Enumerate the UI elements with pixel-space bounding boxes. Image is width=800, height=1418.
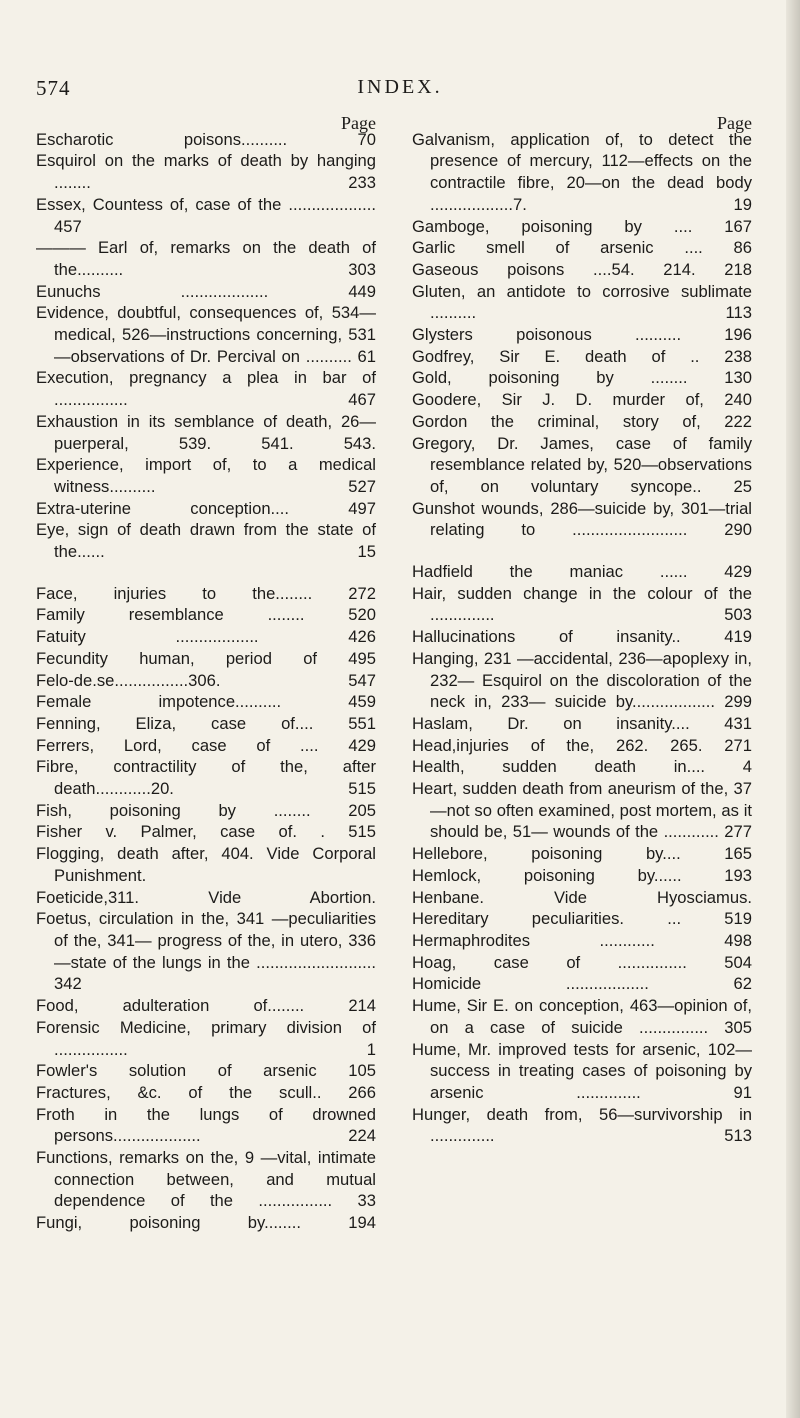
- index-entry: Head,injuries of the, 262. 265. 271: [412, 735, 752, 755]
- index-entry: Eunuchs ................... 449: [36, 281, 376, 301]
- index-entry: Flogging, death after, 404. Vide Corporal Punishment.: [36, 844, 376, 885]
- index-entry: Fisher v. Palmer, case of. . 515: [36, 822, 376, 842]
- index-entry: Health, sudden death in.... 4: [412, 757, 752, 777]
- section-gap: [412, 541, 752, 561]
- index-entry: Gregory, Dr. James, case of family resemblance related by, 520—observations of, on voluntary syncope.. 25: [412, 433, 752, 496]
- index-entry: Gold, poisoning by ........ 130: [412, 368, 752, 388]
- index-entry: Hallucinations of insanity.. 419: [412, 627, 752, 647]
- index-entry: Fenning, Eliza, case of.... 551: [36, 713, 376, 733]
- index-entry: Heart, sudden death from aneurism of the, 37—not so often examined, post mortem, as it should be, 51— wounds of the ............ 277: [412, 779, 752, 842]
- page-header: [0, 0, 800, 100]
- running-title: INDEX.: [357, 76, 443, 98]
- index-column-left: [36, 113, 376, 1234]
- page-number: 574: [36, 76, 71, 100]
- index-entry: Experience, import of, to a medical witness.......... 527: [36, 455, 376, 496]
- index-entry: Esquirol on the marks of death by hanging ........ 233: [36, 151, 376, 193]
- index-entry: Exhaustion in its semblance of death, 26—puerperal, 539. 541. 543.: [36, 411, 376, 453]
- page-label: Page: [717, 113, 752, 133]
- index-entries-left: [36, 129, 376, 1234]
- index-entry: Godfrey, Sir E. death of .. 238: [412, 346, 752, 366]
- index-entry: Fibre, contractility of the, after death............20. 515: [36, 757, 376, 799]
- index-entries-right: [412, 129, 752, 1147]
- index-entry: Fowler's solution of arsenic 105: [36, 1061, 376, 1081]
- index-entry: Fractures, &c. of the scull.. 266: [36, 1082, 376, 1102]
- index-entry: Execution, pregnancy a plea in bar of ................ 467: [36, 368, 376, 410]
- index-entry: Eye, sign of death drawn from the state of the...... 15: [36, 520, 376, 562]
- index-entry: Hume, Sir E. on conception, 463—opinion of, on a case of suicide ............... 305: [412, 996, 752, 1037]
- index-entry: Hanging, 231 —accidental, 236—apoplexy in, 232— Esquirol on the discoloration of the neck in, 233— suicide by.................. 299: [412, 648, 752, 712]
- index-entry: Fungi, poisoning by........ 194: [36, 1213, 376, 1233]
- index-entry: Glysters poisonous .......... 196: [412, 325, 752, 345]
- index-entry: Female impotence.......... 459: [36, 692, 376, 712]
- index-entry: Haslam, Dr. on insanity.... 431: [412, 713, 752, 733]
- index-entry: Hereditary peculiarities. ... 519: [412, 909, 752, 929]
- index-entry: Family resemblance ........ 520: [36, 605, 376, 625]
- index-entry: Face, injuries to the........ 272: [36, 583, 376, 603]
- index-entry: Escharotic poisons.......... 70: [36, 129, 376, 149]
- page-edge: [786, 0, 800, 1418]
- index-entry: Fecundity human, period of 495: [36, 648, 376, 668]
- index-entry: Hume, Mr. improved tests for arsenic, 102—success in treating cases of poisoning by arsenic .............. 91: [412, 1039, 752, 1102]
- index-entry: Ferrers, Lord, case of .... 429: [36, 735, 376, 755]
- index-entry: ——— Earl of, remarks on the death of the.......... 303: [36, 238, 376, 279]
- index-entry: Galvanism, application of, to detect the presence of mercury, 112—effects on the contractile fibre, 20—on the dead body ..................7. 19: [412, 129, 752, 214]
- index-entry: Gluten, an antidote to corrosive sublimate .......... 113: [412, 281, 752, 323]
- index-entry: Hunger, death from, 56—survivorship in .............. 513: [412, 1104, 752, 1146]
- index-entry: Essex, Countess of, case of the ................... 457: [36, 194, 376, 236]
- section-gap: [36, 563, 376, 583]
- index-entry: Hellebore, poisoning by.... 165: [412, 844, 752, 864]
- index-entry: Gaseous poisons ....54. 214. 218: [412, 259, 752, 279]
- index-entry: Hoag, case of ............... 504: [412, 952, 752, 972]
- index-entry: Froth in the lungs of drowned persons................... 224: [36, 1104, 376, 1146]
- index-entry: Henbane. Vide Hyosciamus.: [412, 887, 752, 907]
- index-entry: Hadfield the maniac ...... 429: [412, 562, 752, 582]
- index-column-right: [412, 113, 752, 1147]
- index-entry: Hermaphrodites ............ 498: [412, 931, 752, 950]
- index-entry: Foetus, circulation in the, 341 —peculiarities of the, 341— progress of the, in utero, 336—state of the lungs in the .......................... 342: [36, 909, 376, 994]
- index-entry: Homicide .................. 62: [412, 974, 752, 994]
- index-entry: Gordon the criminal, story of, 222: [412, 411, 752, 431]
- index-entry: Hair, sudden change in the colour of the .............. 503: [412, 583, 752, 625]
- index-entry: Food, adulteration of........ 214: [36, 996, 376, 1016]
- index-entry: Forensic Medicine, primary division of ................ 1: [36, 1017, 376, 1059]
- index-entry: Gunshot wounds, 286—suicide by, 301—trial relating to ......................... 290: [412, 498, 752, 540]
- index-entry: Gooderе, Sir J. D. murder of, 240: [412, 390, 752, 410]
- index-entry: Extra-uterine conception.... 497: [36, 498, 376, 518]
- index-entry: Felo-de.se................306. 547: [36, 670, 376, 690]
- index-entry: Fish, poisoning by ........ 205: [36, 800, 376, 820]
- page-label: Page: [341, 113, 376, 133]
- index-entry: Gamboge, poisoning by .... 167: [412, 216, 752, 236]
- index-entry: Functions, remarks on the, 9 —vital, intimate connection between, and mutual dependence of the ................ 33: [36, 1148, 376, 1211]
- index-entry: Evidence, doubtful, consequences of, 534—medical, 526—instructions concerning, 531—observations of Dr. Percival on .......... 61: [36, 303, 376, 366]
- index-entry: Garlic smell of arsenic .... 86: [412, 238, 752, 258]
- index-entry: Fatuity .................. 426: [36, 627, 376, 647]
- index-entry: Foeticide,311. Vide Abortion.: [36, 887, 376, 907]
- index-entry: Hemlock, poisoning by...... 193: [412, 865, 752, 885]
